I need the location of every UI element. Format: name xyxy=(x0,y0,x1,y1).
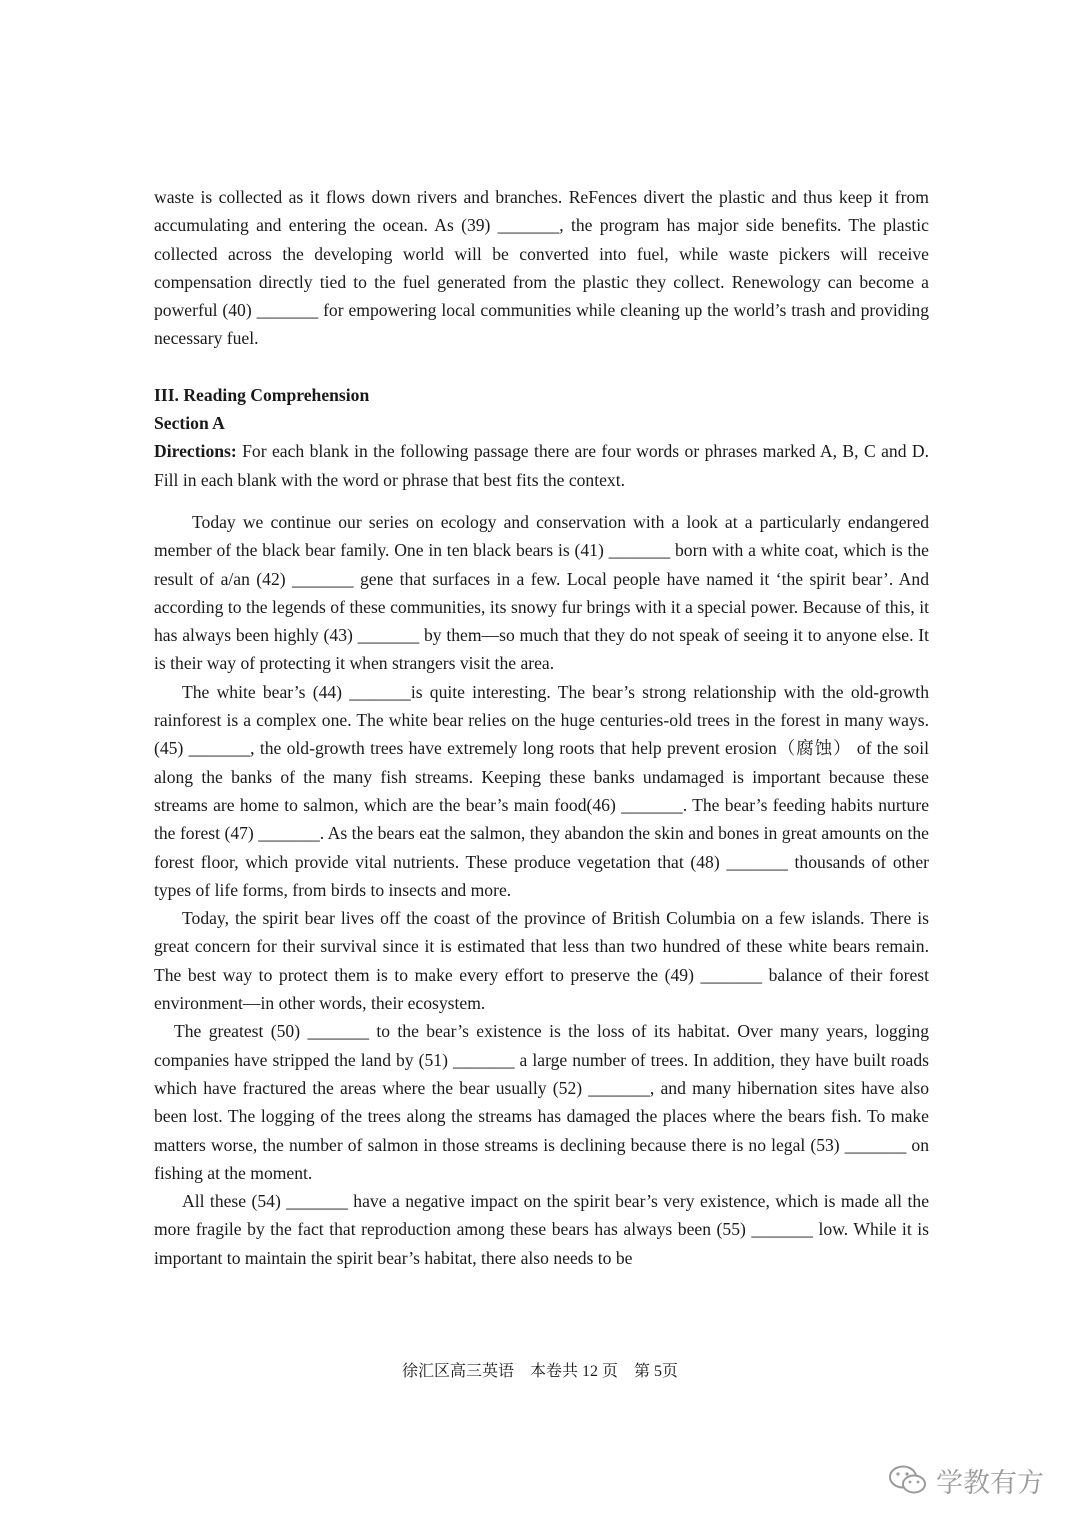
directions-text: For each blank in the following passage there are four words or phrases marked A, B, C and D. Fill in each blank with the word or phrase that best fits the context. xyxy=(154,441,929,490)
passage-continuation: waste is collected as it flows down rivers and branches. ReFences divert the plastic and thus keep it from accumulating and entering the ocean. As (39) _______, the program has major side benefits. The plastic collected across the developing world will be converted into fuel, while waste pickers will receive compensation directly tied to the fuel generated from the plastic they collect. Renewology can become a powerful (40) _______ for empowering local communities while cleaning up the world’s trash and providing necessary fuel. xyxy=(154,187,929,349)
wechat-icon xyxy=(888,1463,928,1497)
spacer xyxy=(154,494,929,508)
page-footer: 徐汇区高三英语 本卷共 12 页 第 5页 xyxy=(401,1363,678,1380)
spacer xyxy=(154,353,929,381)
directions xyxy=(154,437,929,494)
paragraph-5: All these (54) _______ have a negative impact on the spirit bear’s very existence, which is made all the more fragile by the fact that reproduction among these bears has always been (55) _______ low. While it is important to maintain the spirit bear’s habitat, there also needs to be xyxy=(154,1191,929,1268)
page-content xyxy=(154,183,929,1272)
watermark xyxy=(888,1458,1044,1502)
paragraph-4: The greatest (50) _______ to the bear’s existence is the loss of its habitat. Over many years, logging companies have stripped the land by (51) _______ a large number of trees. In addition, they have built roads which have fractured the areas where the bear usually (52) _______, and many hibernation sites have also been lost. The logging of the trees along the streams has damaged the places where the bears fish. To make matters worse, the number of salmon in those streams is declining because there is no legal (53) _______ on fishing at the moment. xyxy=(154,1021,929,1183)
section-title: III. Reading Comprehension xyxy=(154,384,370,405)
paragraph-1: Today we continue our series on ecology and conservation with a look at a particularly endangered member of the black bear family. One in ten black bears is (41) _______ born with a white coat, which is the result of a/an (42) _______ gene that surfaces in a few. Local people have named it ‘the spirit bear’. And according to the legends of these communities, its snowy fur brings with it a special power. Because of this, it has always been highly (43) _______ by them—so much that they do not speak of seeing it to anyone else. It is their way of protecting it when strangers visit the area. xyxy=(154,511,929,674)
watermark-text: 学教有方 xyxy=(936,1467,1044,1499)
paragraph-3: Today, the spirit bear lives off the coast of the province of British Columbia on a few islands. There is great concern for their survival since it is estimated that less than two hundred of these white bears remain. The best way to protect them is to make every effort to preserve the (49) _______ balance of their forest environment—in other words, their ecosystem. xyxy=(154,908,929,1014)
section-subtitle: Section A xyxy=(154,413,225,434)
directions-label: Directions: xyxy=(154,441,237,462)
paragraph-2: The white bear’s (44) _______is quite interesting. The bear’s strong relationship with the old-growth rainforest is a complex one. The white bear relies on the huge centuries-old trees in the forest in many ways. (45) _______, the old-growth trees have extremely long roots that help prevent erosion（腐蚀） of the soil along the banks of the many fish streams. Keeping these banks undamaged is important because these streams are home to salmon, which are the bear’s main food(46) _______. The bear’s feeding habits nurture the forest (47) _______. As the bears eat the salmon, they abandon the skin and bones in great amounts on the forest floor, which provide vital nutrients. These produce vegetation that (48) _______ thousands of other types of life forms, from birds to insects and more. xyxy=(154,681,929,900)
